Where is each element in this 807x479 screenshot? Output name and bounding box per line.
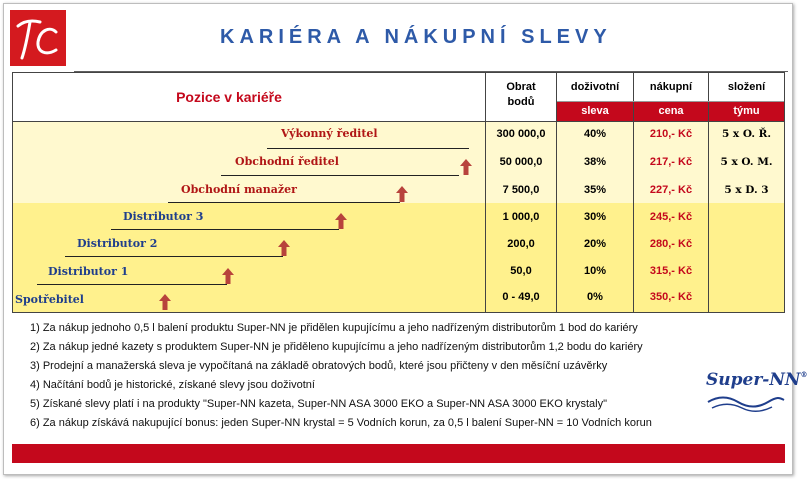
arrow-up-icon: [396, 186, 408, 202]
points-value: 300 000,0: [496, 128, 546, 140]
discount-value: 0%: [587, 291, 603, 303]
position-underline: [168, 202, 400, 203]
team-value: 5 x D. 3: [724, 184, 769, 196]
note-item: 6) Za nákup získává nakupující bonus: jeden Super-NN krystal = 5 Vodních korun, za 0,5 l balení Super-NN = 10 Vodních korun: [30, 417, 652, 429]
tc-logo: [10, 10, 66, 66]
note-item: 1) Za nákup jednoho 0,5 l balení produktu Super-NN je přidělen kupujícímu a jeho nadřízeným distributorům 1 bod do kariéry: [30, 322, 638, 334]
position-label: Distributor 1: [48, 265, 129, 278]
arrow-up-icon: [222, 268, 234, 284]
points-value: 200,0: [507, 238, 535, 250]
header-tymu: týmu: [733, 105, 760, 117]
points-value: 1 000,0: [502, 211, 540, 223]
header-sleva: sleva: [581, 105, 609, 117]
header-bodu: bodů: [507, 96, 535, 108]
footer-bar: [12, 444, 785, 463]
header-obrat: Obrat: [506, 81, 536, 93]
note-item: 4) Načítání bodů je historické, získané slevy jsou doživotní: [30, 379, 315, 391]
points-value: 50 000,0: [499, 156, 543, 168]
note-item: 3) Prodejní a manažerská sleva je vypočítaná na základě obratových bodů, které jsou přičteny v den měsíční uzávěrky: [30, 360, 608, 372]
position-underline: [37, 284, 227, 285]
position-label: Spotřebitel: [15, 293, 84, 306]
discount-value: 38%: [583, 156, 607, 168]
super-nn-logo: [706, 370, 807, 420]
note-item: 5) Získané slevy platí i na produkty "Super-NN kazeta, Super-NN ASA 3000 EKO a Super-NN ASA 3000 EKO krystaly": [30, 398, 608, 410]
discount-value: 20%: [583, 238, 607, 250]
points-value: 7 500,0: [502, 184, 540, 196]
discount-value: 30%: [583, 211, 607, 223]
position-underline: [111, 229, 339, 230]
team-value: 5 x O. M.: [720, 156, 773, 168]
price-value: 210,- Kč: [649, 128, 693, 140]
points-value: 50,0: [510, 265, 532, 277]
position-label: Distributor 2: [77, 237, 158, 250]
brand-name: [706, 370, 807, 390]
wave-icon: [706, 394, 786, 414]
discount-value: 35%: [583, 184, 607, 196]
price-value: 280,- Kč: [649, 238, 693, 250]
page-title: KARIÉRA A NÁKUPNÍ SLEVY: [220, 26, 612, 48]
header-nakupni: nákupní: [649, 81, 693, 93]
price-value: 217,- Kč: [649, 156, 693, 168]
discount-value: 10%: [583, 265, 607, 277]
price-value: 350,- Kč: [649, 291, 693, 303]
header-position: Pozice v kariéře: [176, 89, 282, 105]
header-cena: cena: [658, 105, 684, 117]
position-label: Výkonný ředitel: [281, 127, 378, 140]
arrow-up-icon: [159, 294, 171, 310]
brand-registered-mark: ®: [800, 370, 807, 379]
price-value: 315,- Kč: [649, 265, 693, 277]
position-label: Obchodní manažer: [181, 183, 297, 196]
brand-name-text: Super-NN: [706, 370, 801, 390]
points-value: 0 - 49,0: [502, 291, 540, 303]
arrow-up-icon: [460, 159, 472, 175]
header-slozeni: složení: [727, 81, 766, 93]
team-value: 5 x O. Ř.: [721, 128, 772, 140]
header-dozivotni: doživotní: [570, 81, 620, 93]
position-underline: [221, 175, 459, 176]
note-item: 2) Za nákup jedné kazety s produktem Super-NN je přiděleno kupujícímu a jeho nadřízeným distributorům 1,2 bodu do kariéry: [30, 341, 643, 353]
price-value: 245,- Kč: [649, 211, 693, 223]
career-table: [12, 72, 785, 313]
tc-logo-mark: [10, 10, 66, 66]
header-divider: [13, 121, 784, 122]
position-label: Distributor 3: [123, 210, 204, 223]
discount-value: 40%: [583, 128, 607, 140]
position-underline: [65, 256, 283, 257]
arrow-up-icon: [278, 240, 290, 256]
position-label: Obchodní ředitel: [235, 155, 339, 168]
price-value: 227,- Kč: [649, 184, 693, 196]
arrow-up-icon: [335, 213, 347, 229]
position-underline: [267, 148, 469, 149]
